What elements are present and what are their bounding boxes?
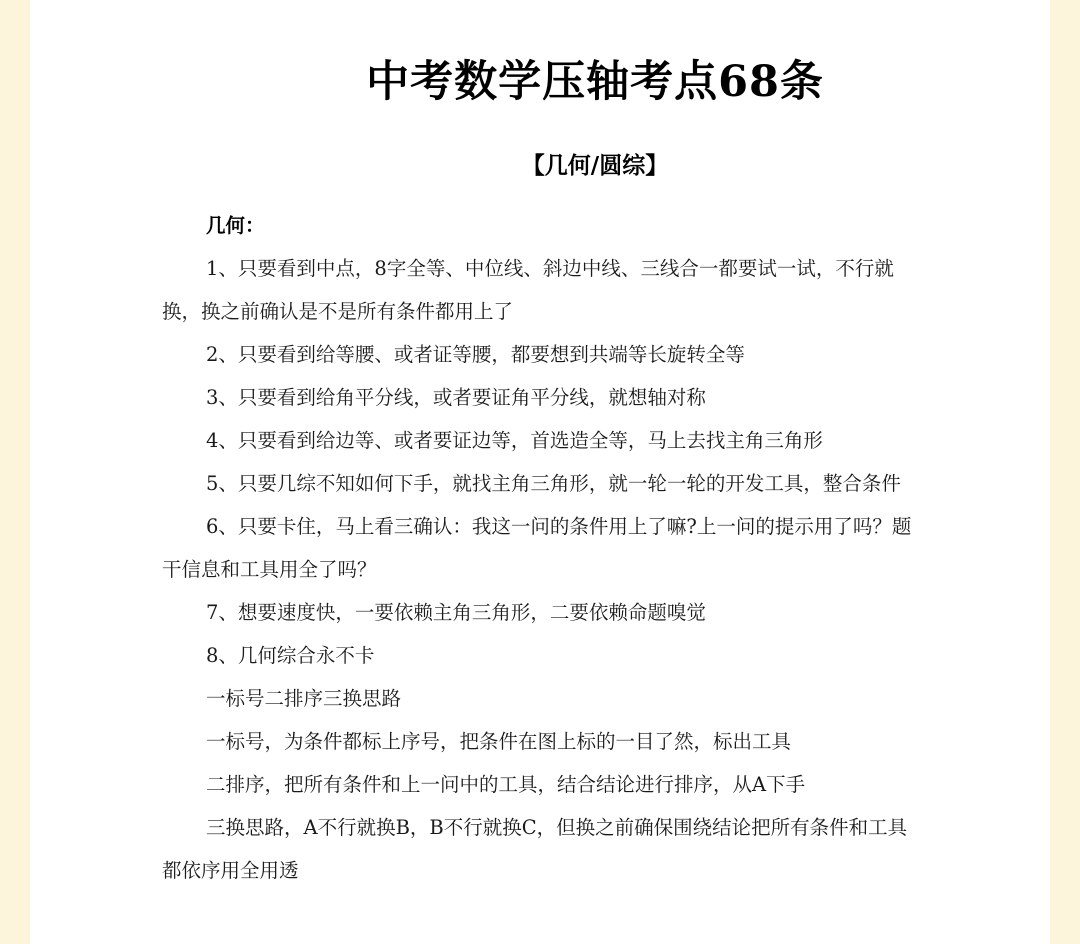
- paragraph: 1、只要看到中点，8字全等、中位线、斜边中线、三线合一都要试一试，不行就换，换之前确认是不是所有条件都用上了: [162, 257, 894, 323]
- document-body: [162, 204, 922, 892]
- paragraph: 6、只要卡住，马上看三确认：我这一问的条件用上了嘛?上一问的提示用了吗？题干信息和工具用全了吗？: [162, 515, 912, 581]
- paragraph: 三换思路，A不行就换B，B不行就换C，但换之前确保围绕结论把所有条件和工具都依序用全用透: [162, 816, 908, 882]
- section-label: 几何：: [206, 214, 265, 237]
- paragraph: 5、只要几综不知如何下手，就找主角三角形，就一轮一轮的开发工具，整合条件: [206, 472, 901, 495]
- paragraph: 2、只要看到给等腰、或者证等腰，都要想到共端等长旋转全等: [206, 343, 745, 366]
- document-page: [30, 0, 1050, 944]
- paragraph: 一标号二排序三换思路: [206, 687, 402, 710]
- paragraph: 二排序，把所有条件和上一问中的工具，结合结论进行排序，从A下手: [206, 773, 806, 796]
- paragraph: 一标号，为条件都标上序号，把条件在图上标的一目了然，标出工具: [206, 730, 792, 753]
- page-title: 中考数学压轴考点68条: [366, 57, 824, 107]
- paragraph: 3、只要看到给角平分线，或者要证角平分线，就想轴对称: [206, 386, 706, 409]
- paragraph: 8、几何综合永不卡: [206, 644, 375, 667]
- section-subtitle: 【几何/圆综】: [521, 153, 669, 179]
- paragraph: 7、想要速度快，一要依赖主角三角形，二要依赖命题嗅觉: [206, 601, 706, 624]
- paragraph: 4、只要看到给边等、或者要证边等，首选造全等，马上去找主角三角形: [206, 429, 823, 452]
